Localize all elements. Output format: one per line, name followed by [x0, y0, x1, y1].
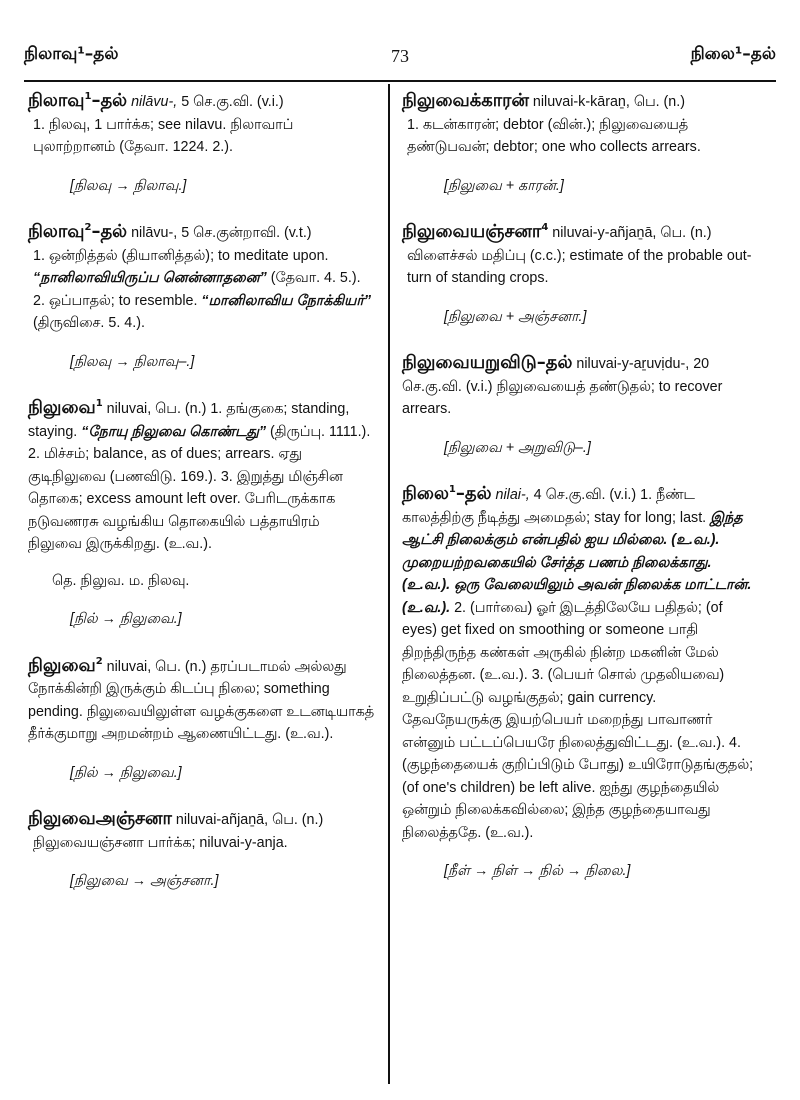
transliteration: niluvai-y-aṟuvịdu-,	[576, 356, 690, 372]
header-right-guideword: நிலை¹–தல்	[690, 44, 776, 64]
etymology: [நீள் → நிள் → நில் → நிலை.]	[444, 863, 631, 879]
headword: நிலுவை$^1$	[28, 397, 103, 418]
transliteration: nilai-,	[495, 487, 530, 503]
etymology: [நில் → நிலுவை.]	[70, 764, 182, 781]
grammar-label: 4 செ.கு.வி. (v.i.)	[533, 487, 637, 503]
grammar-label: பெ. (n.)	[272, 812, 324, 828]
etymology: [நிலுவை → அஞ்சனா.]	[70, 873, 219, 889]
right-column	[402, 90, 754, 883]
transliteration: niluvai-y-añjaṉā,	[552, 225, 657, 241]
entry-nilavu-2	[28, 221, 376, 373]
usage-examples: இந்த ஆட்சி நிலைக்கும் என்பதில் ஐய மில்லை. (உ.வ.). முறையற்றவகையில் சேர்த்த பணம் நிலைக்காது. (உ.வ.). ஒரு வேலையிலும் அவன் நிலைக்க மாட்டான். (உ.வ.).	[402, 509, 752, 616]
column-divider	[388, 84, 390, 1084]
grammar-label: பெ. (n.)	[155, 401, 207, 417]
definition: 1. ஒன்றித்தல் (தியானித்தல்); to meditate upon. “நானிலாவியிருப்ப னென்னாதனை” (தேவா. 4. 5.). 2. ஒப்பாதல்; to resemble. “மானிலாவிய நோக்கியர்” (திருவிசை. 5. 4.).	[33, 247, 371, 331]
grammar-label: 5 செ.குன்றாவி. (v.t.)	[181, 225, 312, 241]
headword: நிலுவைஅஞ்சனா	[28, 808, 172, 829]
quotation: “நோயு நிலுவை கொண்டது”	[81, 423, 267, 440]
headword: நிலுவைக்காரன்	[402, 90, 529, 111]
entry-niluvaiyaruvidu	[402, 352, 754, 459]
page-header	[24, 44, 776, 74]
page-number: 73	[391, 46, 409, 66]
grammar-label: 5 செ.கு.வி. (v.i.)	[181, 94, 284, 110]
etymology: [நிலவு → நிலாவு–.]	[70, 353, 195, 370]
definition: தரப்படாமல் அல்லது நோக்கின்றி இருக்கும் கிடப்பு நிலை; something pending. நிலுவையிலுள்ள வழக்குகளை உடனடியாகத் தீர்க்குமாறு அறமன்றம் ஆணையிட்டது. (உ.வ.).	[28, 658, 375, 742]
quotation: “மானிலாவிய நோக்கியர்”	[201, 292, 371, 309]
header-left-guideword: நிலாவு¹–தல்	[24, 44, 119, 64]
transliteration: niluvai-k-kāraṉ,	[532, 94, 630, 110]
entry-niluvai-anjana	[28, 808, 376, 893]
headword: நிலாவு$^1$–தல்	[28, 90, 128, 111]
definition: நிலுவையஞ்சனா பார்க்க; niluvai-y-anja.	[33, 834, 288, 851]
etymology: [நில் → நிலுவை.]	[70, 611, 182, 627]
quotation: “நானிலாவியிருப்ப னென்னாதனை”	[33, 270, 267, 286]
transliteration: niluvai,	[106, 401, 152, 417]
entry-niluvai-1	[28, 397, 376, 631]
headword: நிலுவையஞ்சனா$^4$	[402, 221, 549, 242]
grammar-label: 20 செ.கு.வி. (v.i.)	[402, 356, 710, 395]
definition: விளைச்சல் மதிப்பு (c.c.); estimate of the probable out-turn of standing crops.	[407, 247, 752, 286]
headword: நிலாவு$^2$–தல்	[28, 221, 128, 242]
etymology: [நிலவு → நிலாவு.]	[70, 177, 187, 194]
etymology: [நிலுவை + அறுவிடு–.]	[444, 439, 591, 456]
etymology: [நிலுவை + காரன்.]	[444, 177, 564, 194]
etymology: [நிலுவை + அஞ்சனா.]	[444, 308, 587, 325]
header-rule	[24, 80, 776, 82]
entry-niluvaikkaran	[402, 90, 754, 197]
transliteration: niluvai-añjaṉā,	[175, 812, 269, 828]
headword: நிலுவை$^2$	[28, 654, 103, 676]
entry-niluvai-2	[28, 655, 376, 785]
definition: 1. நீண்ட காலத்திற்கு நீடித்து அமைதல்; stay for long; last. இந்த ஆட்சி நிலைக்கும் என்பதில் ஐய மில்லை. (உ.வ.). முறையற்றவகையில் சேர்த்த பணம் நிலைக்காது. (உ.வ.). ஒரு வேலையிலும் அவன் நிலைக்க மாட்டான். (உ.வ.). 2. (பார்வை) ஓர் இடத்திலேயே பதிதல்; (of eyes) get fixed on smoothing or someone பாதி திறந்திருந்த கண்கள் அருகில் நின்ற மகனின் மேல் நிலைத்தன. (உ.வ.). 3. (பெயர் சொல் முதலியவை) உறுதிப்பட்டு வழங்குதல்; gain currency. தேவநேயருக்கு இயற்பெயர் மறைந்து பாவாணர் என்னும் பட்டப்பெயரே நிலைத்துவிட்டது. (உ.வ.). 4. (குழந்தையைக் குறிப்பிடும் போது) உயிரோடுதங்குதல்; (of one's children) be left alive. ஐந்து குழந்தையில் ஒன்றும் நிலைக்கவில்லை; இந்த குழந்தையாவது நிலைத்ததே. (உ.வ.).	[402, 487, 754, 841]
grammar-label: பெ. (n.)	[633, 94, 685, 110]
grammar-label: பெ. (n.)	[660, 225, 712, 241]
headword: நிலை$^1$–தல்	[402, 483, 492, 504]
grammar-label: பெ. (n.)	[155, 658, 207, 675]
definition: 1. தங்குகை; standing, staying. “நோயு நிலுவை கொண்டது” (திருப்பு. 1111.). 2. மிச்சம்; balance, as of dues; arrears. ஏது குடிநிலுவை (பணவிடு. 169.). 3. இறுத்து மிஞ்சின தொகை; excess amount left over. பேரிடருக்காக நடுவணரசு வழங்கிய தொகையில் பத்தாயிரம் நிலுவை இருக்கிறது. (உ.வ.).	[28, 401, 371, 552]
transliteration: nilāvu-,	[131, 94, 178, 110]
headword: நிலுவையறுவிடு–தல்	[402, 352, 573, 373]
transliteration: niluvai,	[106, 658, 152, 675]
cognates: தெ. நிலுவ. ம. நிலவு.	[52, 572, 190, 589]
entry-nilavu-1	[28, 90, 376, 197]
definition: 1. நிலவு, 1 பார்க்க; see nilavu. நிலாவாப் புலாற்றானம் (தேவா. 1224. 2.).	[33, 116, 294, 155]
entry-nilai-1	[402, 483, 754, 883]
entry-niluvaiyanjana	[402, 221, 754, 328]
left-column	[28, 90, 376, 893]
transliteration: nilāvu-,	[131, 225, 178, 241]
definition: நிலுவையைத் தண்டுதல்; to recover arrears.	[402, 378, 723, 417]
definition: 1. கடன்காரன்; debtor (வின்.); நிலுவையைத் தண்டுபவன்; debtor; one who collects arrears.	[407, 116, 701, 155]
